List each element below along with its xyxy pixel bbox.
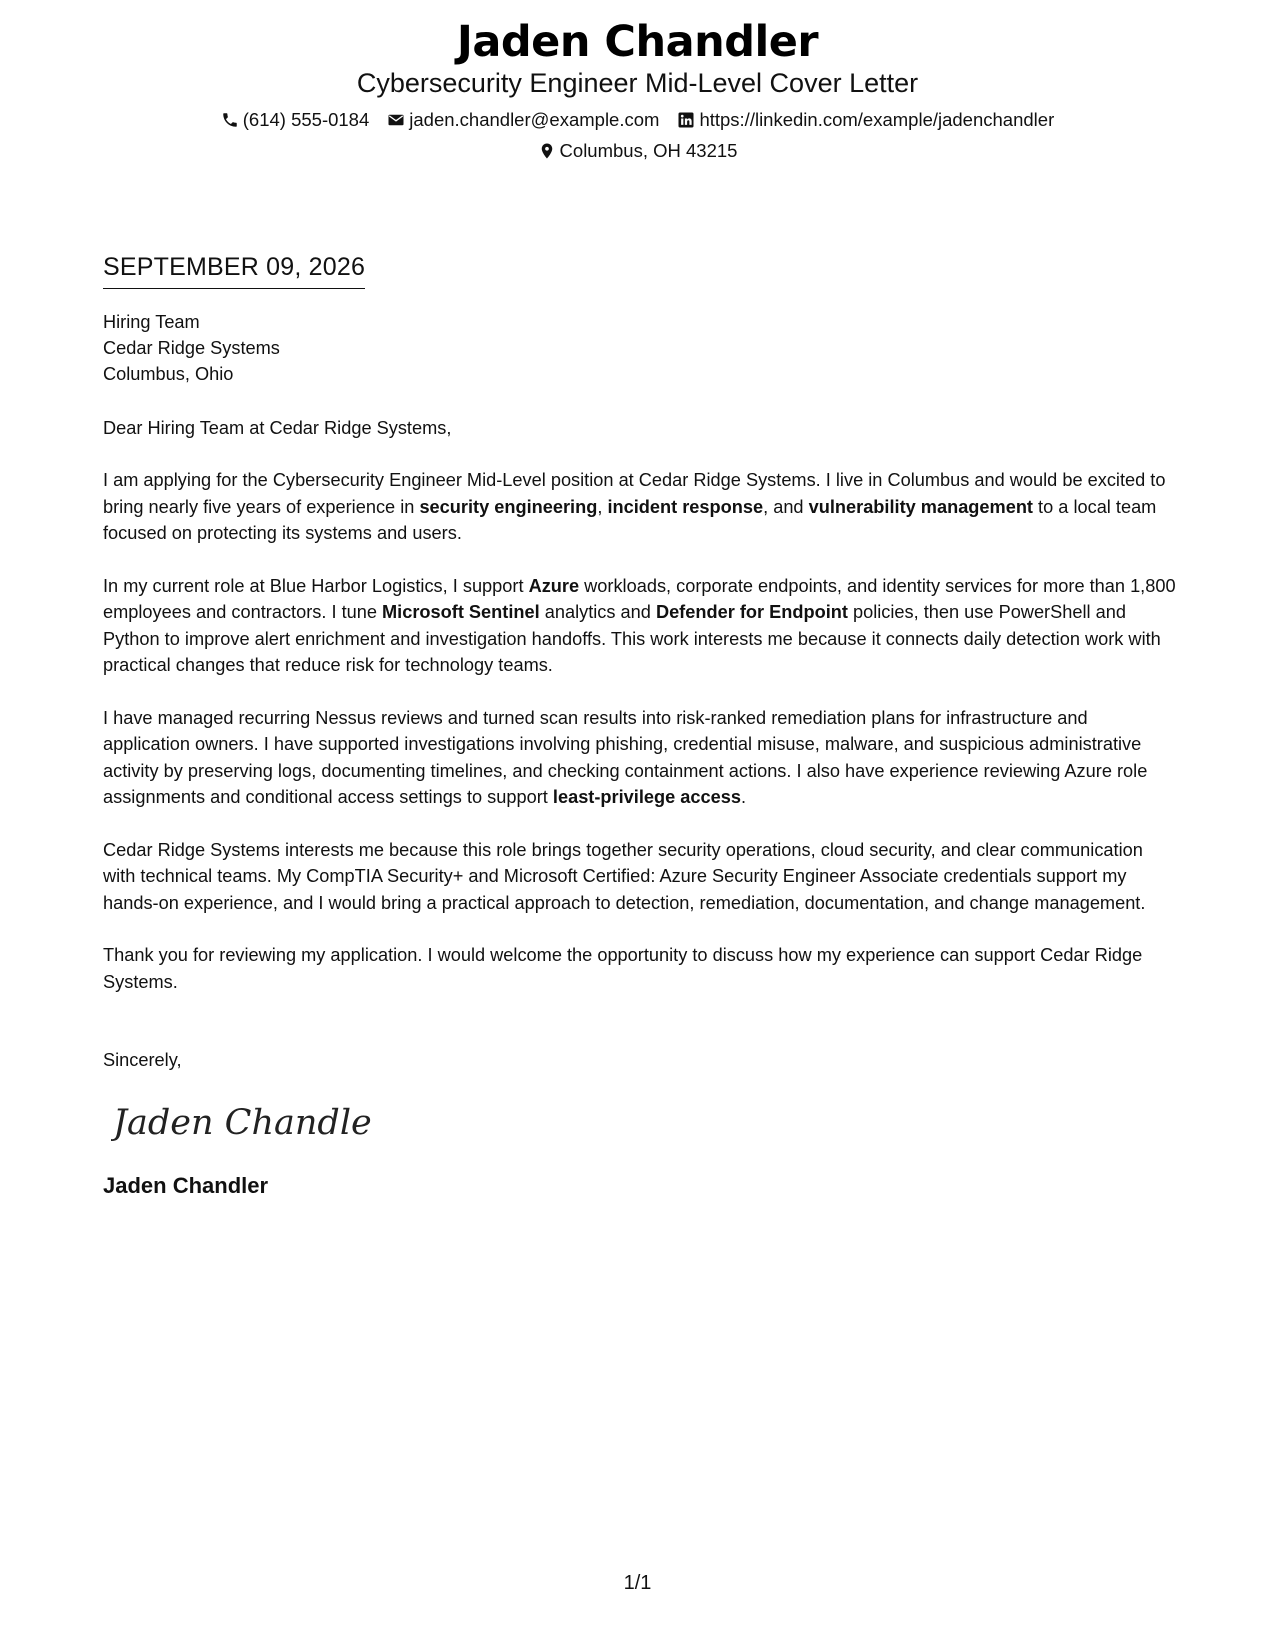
phone-number: (614) 555-0184 (242, 108, 370, 130)
recipient-block (103, 309, 1178, 387)
paragraph-text: . (740, 787, 747, 807)
paragraph-text: In my current role at Blue Harbor Logistics, I support (103, 575, 529, 596)
contact-row-location (0, 140, 1275, 162)
recipient-line: Hiring Team (103, 311, 200, 332)
emphasized-term: security engineering (419, 496, 598, 517)
emphasized-term: Azure (528, 575, 580, 596)
author-name: Jaden Chandler (456, 17, 819, 67)
phone-icon (221, 111, 239, 129)
document-subtitle: Cybersecurity Engineer Mid-Level Cover Letter (356, 68, 919, 99)
paragraph-text: to a local team focused on protecting its systems and users. (103, 496, 1157, 543)
contact-row (0, 109, 1275, 131)
contact-linkedin[interactable] (677, 109, 1054, 131)
body-paragraph (103, 942, 1178, 995)
letter-body (103, 254, 1178, 1200)
body-paragraph (103, 837, 1178, 917)
recipient-line: Cedar Ridge Systems (103, 337, 280, 358)
paragraph-text: , and (763, 496, 809, 517)
paragraph-text: Cedar Ridge Systems interests me because this role brings together security operations, cloud security, and clear communication with technical teams. My CompTIA Security+ and Microsoft Certified: Azure Security Engineer Associate credentials support my hands-on experience, and I would bring a practical approach to detection, remediation, documentation, and change management. (103, 839, 1146, 913)
signature-text: Jaden Chandler (113, 1102, 371, 1143)
page-indicator: 1/1 (623, 1572, 652, 1594)
paragraph-text: analytics and (539, 602, 656, 622)
paragraph-text: workloads, corporate endpoints, and identity services for more than 1,800 employees and contractors. I tune (103, 575, 1176, 622)
body-paragraph (103, 467, 1178, 547)
contact-phone (221, 109, 370, 131)
envelope-icon (387, 111, 405, 129)
paragraph-text: , (597, 496, 608, 517)
salutation: Dear Hiring Team at Cedar Ridge Systems, (103, 417, 452, 438)
signer-name: Jaden Chandler (103, 1173, 269, 1198)
paragraph-text: I have managed recurring Nessus reviews and turned scan results into risk-ranked remediation plans for infrastructure and application owners. I have supported investigations involving phishing, credential misuse, malware, and suspicious administrative activity by preserving logs, documenting timelines, and checking containment actions. I also have experience reviewing Azure role assignments and conditional access settings to support (103, 707, 1148, 807)
emphasized-term: least-privilege access (552, 787, 741, 807)
signature (111, 1094, 371, 1146)
paragraph-text: I am applying for the Cybersecurity Engineer Mid-Level position at Cedar Ridge Systems. I live in Columbus and would be excited to bring nearly five years of experience in (103, 470, 1166, 517)
contact-email[interactable] (387, 109, 659, 131)
emphasized-term: Defender for Endpoint (655, 602, 848, 622)
linkedin-icon (677, 111, 695, 129)
letter-date: SEPTEMBER 09, 2026 (103, 254, 365, 289)
body-paragraph (103, 705, 1178, 811)
paragraph-text: policies, then use PowerShell and Python to improve alert enrichment and investigation handoffs. This work interests me because it connects daily detection work with practical changes that reduce risk for technology teams. (103, 602, 1161, 675)
linkedin-url[interactable]: https://linkedin.com/example/jadenchandler (699, 108, 1055, 130)
letter-header (0, 18, 1275, 162)
closing: Sincerely, (103, 1050, 182, 1070)
contact-location (538, 140, 738, 162)
email-address[interactable]: jaden.chandler@example.com (409, 108, 660, 130)
emphasized-term: Microsoft Sentinel (382, 602, 540, 622)
emphasized-term: vulnerability management (808, 496, 1033, 517)
paragraph-text: Thank you for reviewing my application. I would welcome the opportunity to discuss how my experience can support Cedar Ridge Systems. (103, 945, 1143, 992)
recipient-line: Columbus, Ohio (103, 363, 234, 384)
emphasized-term: incident response (607, 496, 764, 517)
map-marker-icon (538, 142, 556, 160)
location-text: Columbus, OH 43215 (559, 140, 738, 162)
body-paragraph (103, 573, 1178, 679)
